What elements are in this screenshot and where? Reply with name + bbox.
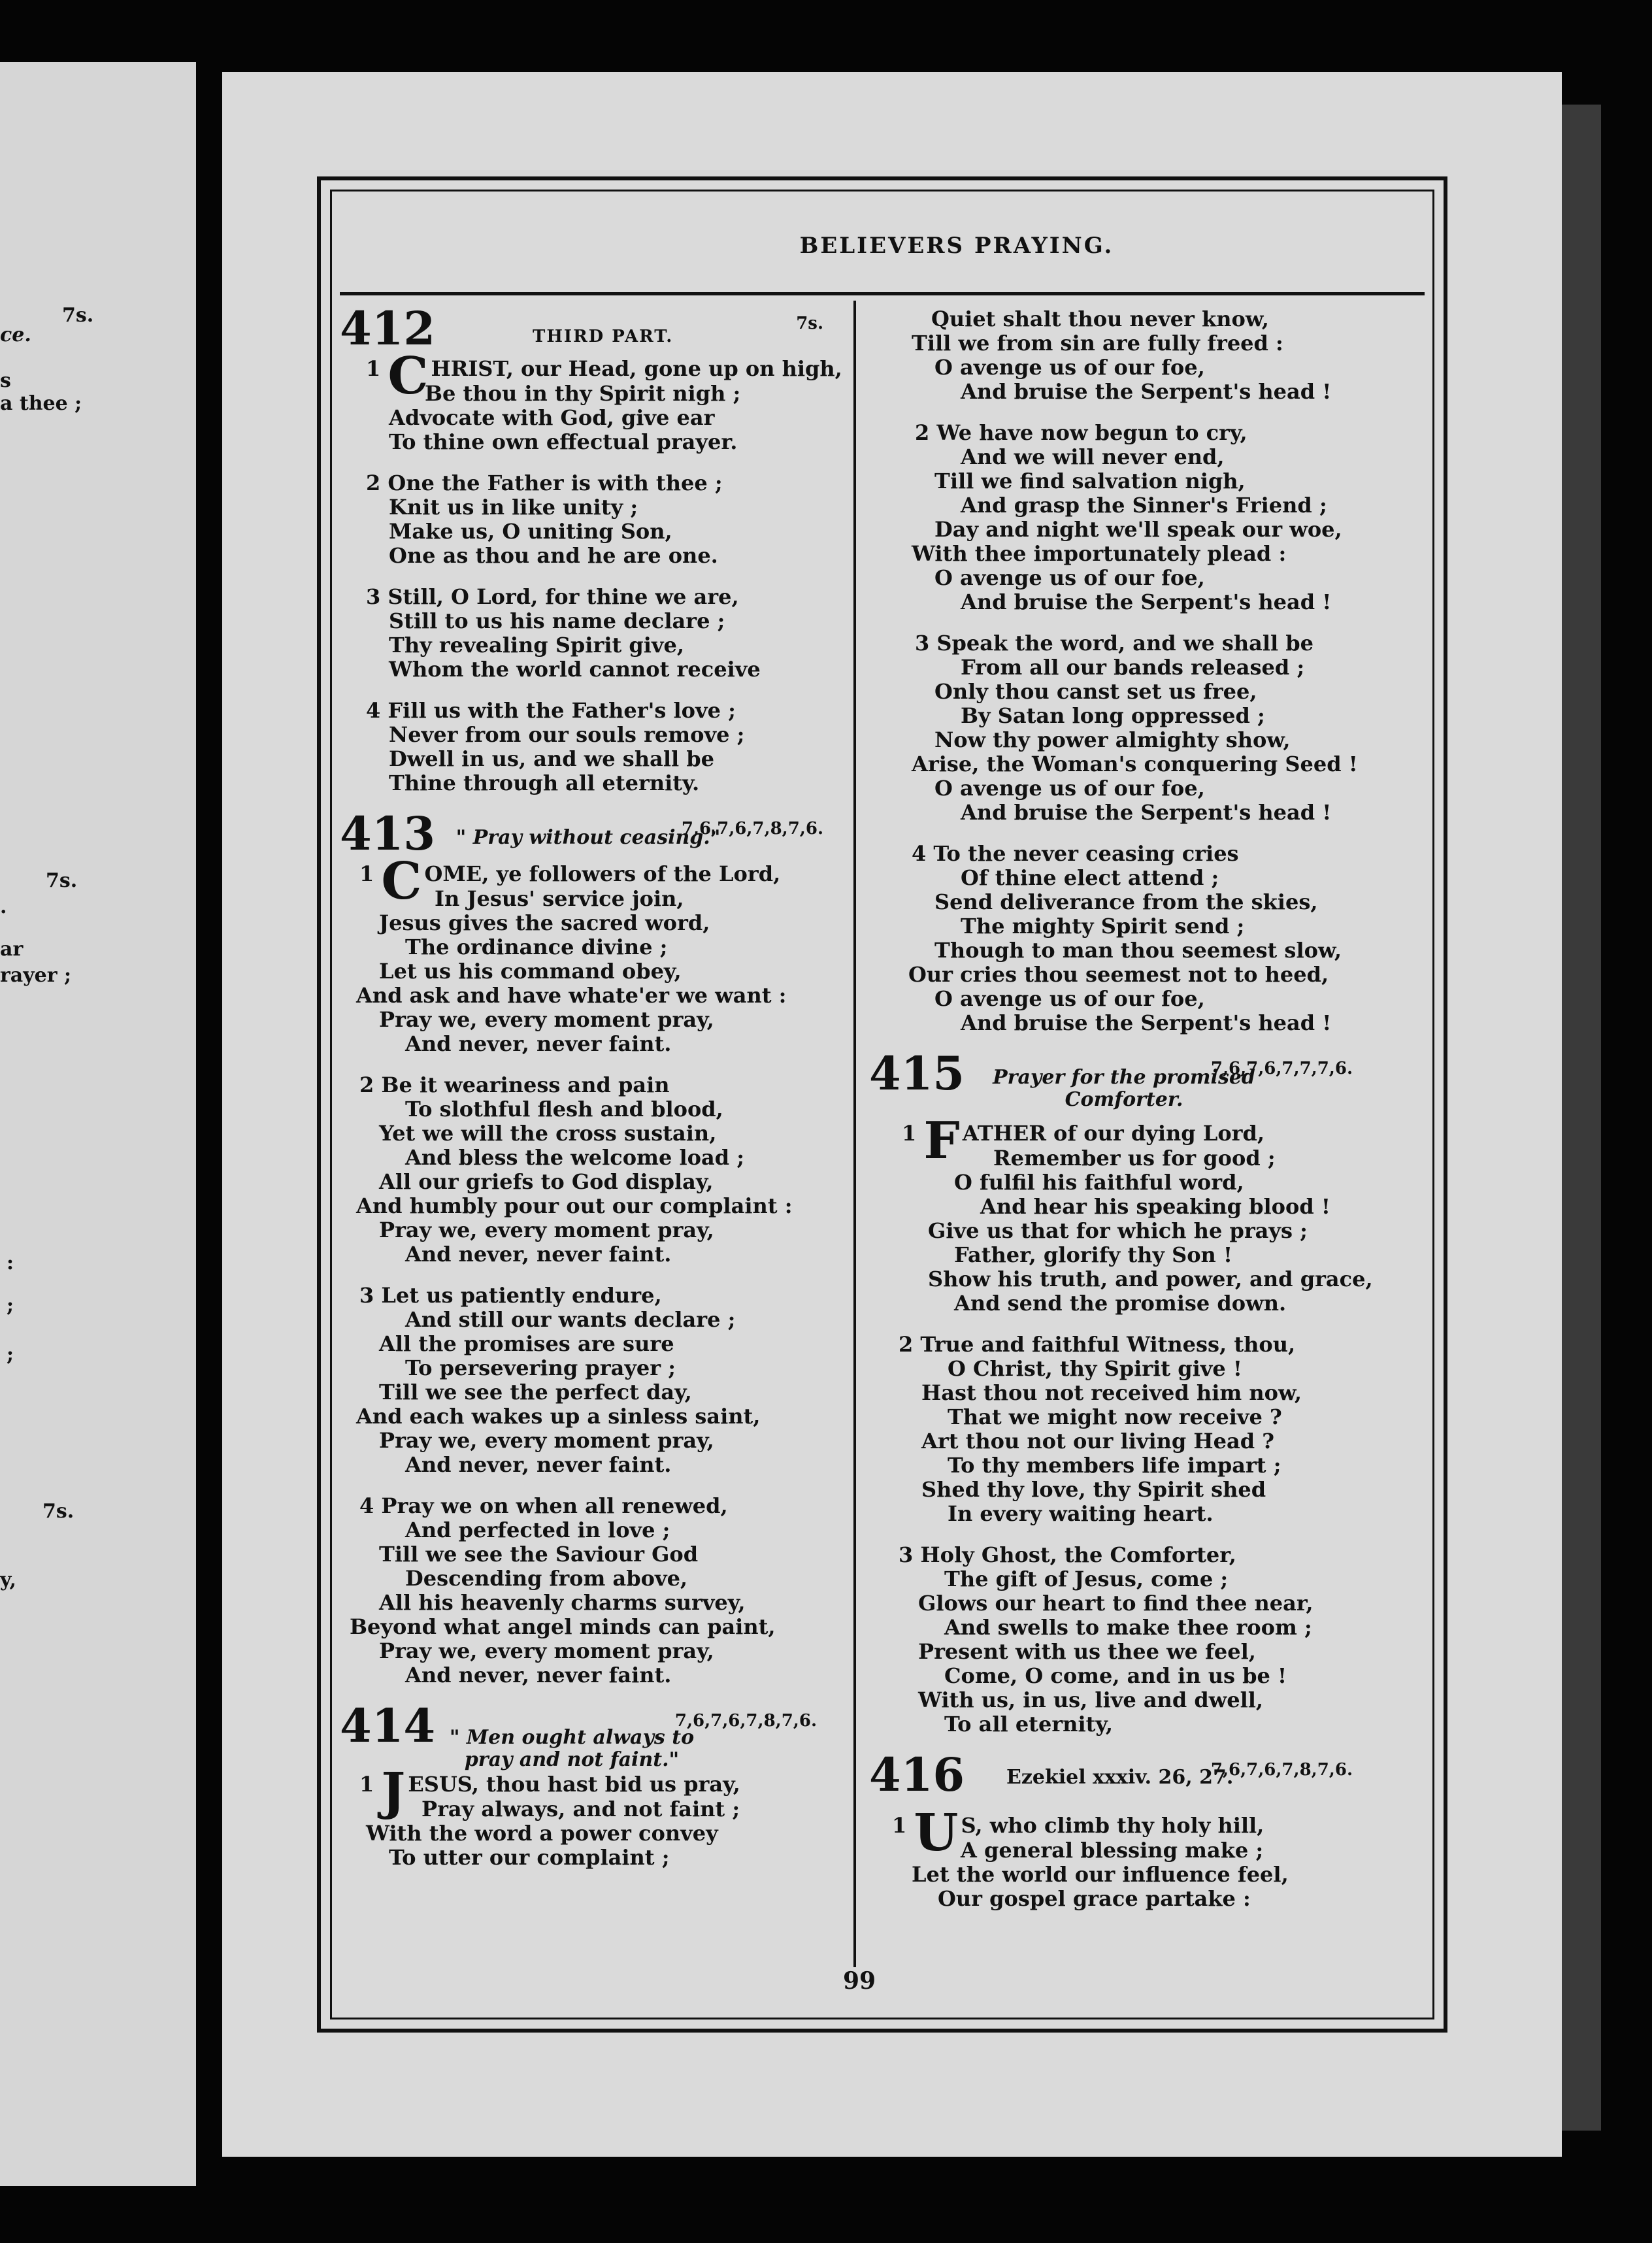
line: Whom the world cannot receive [389,657,761,682]
line: HRIST, our Head, gone up on high, [431,356,842,381]
line: Thine through all eternity. [389,771,700,795]
hymn-415 [869,1046,1373,1736]
line: O avenge us of our foe, [934,776,1205,801]
line: And ask and have whate'er we want : [356,983,787,1008]
line: A general blessing make ; [961,1838,1264,1863]
line: Dwell in us, and we shall be [389,746,714,771]
hymn-number: 416 [869,1748,965,1802]
line: Our gospel grace partake : [938,1886,1251,1911]
line: Father, glorify thy Son ! [954,1242,1232,1267]
line: Glows our heart to find thee near, [918,1591,1313,1616]
hymn-title: " Men ought always to pray and not faint." [449,1726,695,1771]
line: To thy members life impart ; [948,1453,1281,1478]
stanza [340,699,823,795]
left-fragment: a thee ; [0,392,82,415]
header-rule [340,292,1425,295]
line: O Christ, thy Spirit give ! [948,1356,1242,1381]
line: Our cries thou seemest not to heed, [908,962,1329,987]
line: 2 One the Father is with thee ; [366,471,723,495]
hymn-number: 415 [869,1046,965,1101]
left-page-edge [0,62,196,2186]
line: And still our wants declare ; [405,1307,736,1332]
line: From all our bands released ; [961,655,1305,680]
stanza [869,421,1353,614]
line: Of thine elect attend ; [961,865,1219,890]
stanza [869,1543,1353,1736]
hymn-part: THIRD PART. [533,327,674,346]
line: And never, never faint. [405,1031,672,1056]
stanza-number: 1 [366,356,388,381]
left-fragment: ar [0,938,24,961]
line: To thine own effectual prayer. [389,429,738,454]
line: ESUS, thou hast bid us pray, [408,1772,740,1797]
hymn-number: 412 [340,301,436,356]
stanza [340,852,823,1056]
line: Arise, the Woman's conquering Seed ! [912,752,1358,776]
hymn-414 [340,1699,823,1870]
drop-cap: J [381,1762,406,1821]
line: Hast thou not received him now, [921,1380,1302,1405]
line: And send the promise down. [954,1291,1287,1316]
line: Thy revealing Spirit give, [389,633,685,657]
stanza [340,471,823,568]
line: That we might now receive ? [948,1404,1282,1429]
stanza [869,307,1353,404]
stanza [340,1284,823,1477]
left-fragment: . [0,895,7,918]
line: Make us, O uniting Son, [389,519,672,544]
line: With the word a power convey [366,1821,718,1846]
hymn-title: Ezekiel xxxiv. 26, 27. [1006,1766,1234,1789]
line: Quiet shalt thou never know, [931,307,1269,331]
line: Descending from above, [405,1566,688,1591]
line: Beyond what angel minds can paint, [350,1614,776,1639]
line: Present with us thee we feel, [918,1639,1256,1664]
line: Come, O come, and in us be ! [944,1663,1287,1688]
line: And we will never end, [961,444,1225,469]
line: Till we from sin are fully freed : [912,331,1283,356]
line: And bless the welcome load ; [405,1145,745,1170]
left-fragment: 7s. [42,1500,74,1523]
stanza-number: 1 [892,1813,914,1838]
line: And bruise the Serpent's head ! [961,379,1332,404]
line: Show his truth, and power, and grace, [928,1267,1373,1291]
left-fragment: ; [7,1294,14,1317]
hymn-title: Prayer for the promised Comforter. [993,1066,1255,1111]
hymn-meter: 7,6,7,6,7,8,7,6. [674,1711,817,1731]
line: 3 Let us patiently endure, [359,1283,662,1308]
line: Let us his command obey, [379,959,682,984]
drop-cap: U [914,1803,959,1863]
line: 2 Be it weariness and pain [359,1072,670,1097]
stanza [340,585,823,682]
line: Knit us in like unity ; [389,495,638,520]
line: Send deliverance from the skies, [934,889,1318,914]
hymn-412-continued [869,307,1358,1035]
stanza-number: 1 [902,1121,924,1146]
line: The ordinance divine ; [405,935,668,959]
page-edge-shadow [1562,105,1601,2131]
line: Day and night we'll speak our woe, [934,517,1342,542]
stanza [869,1111,1373,1316]
line: Art thou not our living Head ? [921,1429,1274,1454]
line: The mighty Spirit send ; [961,914,1245,939]
line: Give us that for which he prays ; [928,1218,1308,1243]
line: 4 Pray we on when all renewed, [359,1493,728,1518]
line: Shed thy love, thy Spirit shed [921,1477,1266,1502]
line: And bruise the Serpent's head ! [961,800,1332,825]
line: To persevering prayer ; [405,1355,676,1380]
line: All our griefs to God display, [379,1169,714,1194]
line: To utter our complaint ; [389,1845,670,1870]
left-fragment: rayer ; [0,964,72,987]
left-fragment: s [0,369,11,392]
left-fragment: ; [7,1343,14,1366]
line: To all eternity, [944,1712,1114,1736]
line: O avenge us of our foe, [934,986,1205,1011]
line: All his heavenly charms survey, [379,1590,746,1615]
hymn-416 [869,1748,1353,1911]
line: One as thou and he are one. [389,543,718,568]
line: To slothful flesh and blood, [405,1097,723,1122]
line: 3 Speak the word, and we shall be [915,631,1314,656]
hymn-meter: 7,6,7,6,7,8,7,6. [681,819,823,839]
line: Till we see the Saviour God [379,1542,699,1567]
stanza-number: 1 [359,1772,382,1797]
line: In every waiting heart. [948,1501,1214,1526]
line: And never, never faint. [405,1452,672,1477]
column-divider [853,301,856,1967]
line: OME, ye followers of the Lord, [424,861,781,886]
line: 4 Fill us with the Father's love ; [366,698,736,723]
right-column [869,307,1373,1928]
hymn-meter: 7s. [796,314,823,333]
line: And grasp the Sinner's Friend ; [961,493,1327,518]
line: And bruise the Serpent's head ! [961,590,1332,614]
hymn-meter: 7,6,7,6,7,7,7,6. [1210,1059,1353,1078]
line: In Jesus' service join, [435,886,684,911]
stanza [340,1762,823,1870]
line: Till we find salvation nigh, [934,469,1246,493]
line: Pray we, every moment pray, [379,1428,714,1453]
line: Let the world our influence feel, [912,1862,1289,1887]
line: Jesus gives the sacred word, [379,910,710,935]
line: Yet we will the cross sustain, [379,1121,717,1146]
stanza [340,1073,823,1267]
line: All the promises are sure [379,1331,674,1356]
line: And swells to make thee room ; [944,1615,1312,1640]
line: Advocate with God, give ear [389,405,715,430]
stanza [340,346,842,454]
hymn-412 [340,301,842,795]
line: Pray we, every moment pray, [379,1638,714,1663]
stanza-number: 1 [359,861,382,886]
hymn-413 [340,806,823,1687]
drop-cap: F [923,1111,960,1171]
line: Never from our souls remove ; [389,722,745,747]
line: Till we see the perfect day, [379,1380,692,1404]
hymn-meter: 7,6,7,6,7,8,7,6. [1210,1760,1353,1780]
left-fragment: 7s. [46,869,78,892]
line: And hear his speaking blood ! [980,1194,1330,1219]
drop-cap: C [388,346,429,406]
hymn-number: 413 [340,806,436,861]
line: And humbly pour out our complaint : [356,1193,793,1218]
left-fragment: 7s. [62,304,94,327]
line: And never, never faint. [405,1242,672,1267]
line: S, who climb thy holy hill, [961,1813,1264,1838]
line: ATHER of our dying Lord, [962,1121,1265,1146]
line: Pray we, every moment pray, [379,1007,714,1032]
running-head: BELIEVERS PRAYING. [799,233,1114,259]
line: Remember us for good ; [993,1146,1276,1171]
line: The gift of Jesus, come ; [944,1567,1229,1591]
left-fragment: y, [0,1569,17,1591]
line: 4 To the never ceasing cries [912,841,1239,866]
stanza [869,631,1358,825]
line: Pray always, and not faint ; [421,1797,740,1821]
line: Be thou in thy Spirit nigh ; [425,381,741,406]
line: O fulfil his faithful word, [954,1170,1244,1195]
line: 2 We have now begun to cry, [915,420,1247,445]
line: Though to man thou seemest slow, [934,938,1342,963]
line: And perfected in love ; [405,1518,670,1542]
line: Now thy power almighty show, [934,727,1291,752]
line: Only thou canst set us free, [934,679,1257,704]
stanza [869,842,1353,1035]
hymn-number: 414 [340,1699,436,1753]
stanza [869,1803,1353,1911]
line: With us, in us, live and dwell, [918,1687,1264,1712]
line: O avenge us of our foe, [934,355,1205,380]
line: And each wakes up a sinless saint, [356,1404,761,1429]
line: And never, never faint. [405,1663,672,1687]
line: And bruise the Serpent's head ! [961,1010,1332,1035]
left-column [340,301,842,1887]
hymn-title: " Pray without ceasing." [455,826,721,849]
line: Still to us his name declare ; [389,608,725,633]
line: By Satan long oppressed ; [961,703,1265,728]
drop-cap: C [381,852,422,911]
line: 3 Still, O Lord, for thine we are, [366,584,739,609]
left-fragment: : [7,1252,14,1274]
line: With thee importunately plead : [912,541,1287,566]
line: Pray we, every moment pray, [379,1218,714,1242]
page-number: 99 [843,1967,876,1995]
line: 3 Holy Ghost, the Comforter, [899,1542,1236,1567]
stanza [869,1333,1353,1526]
stanza [340,1494,823,1687]
left-fragment: ce. [0,324,31,346]
line: 2 True and faithful Witness, thou, [899,1332,1296,1357]
line: O avenge us of our foe, [934,565,1205,590]
